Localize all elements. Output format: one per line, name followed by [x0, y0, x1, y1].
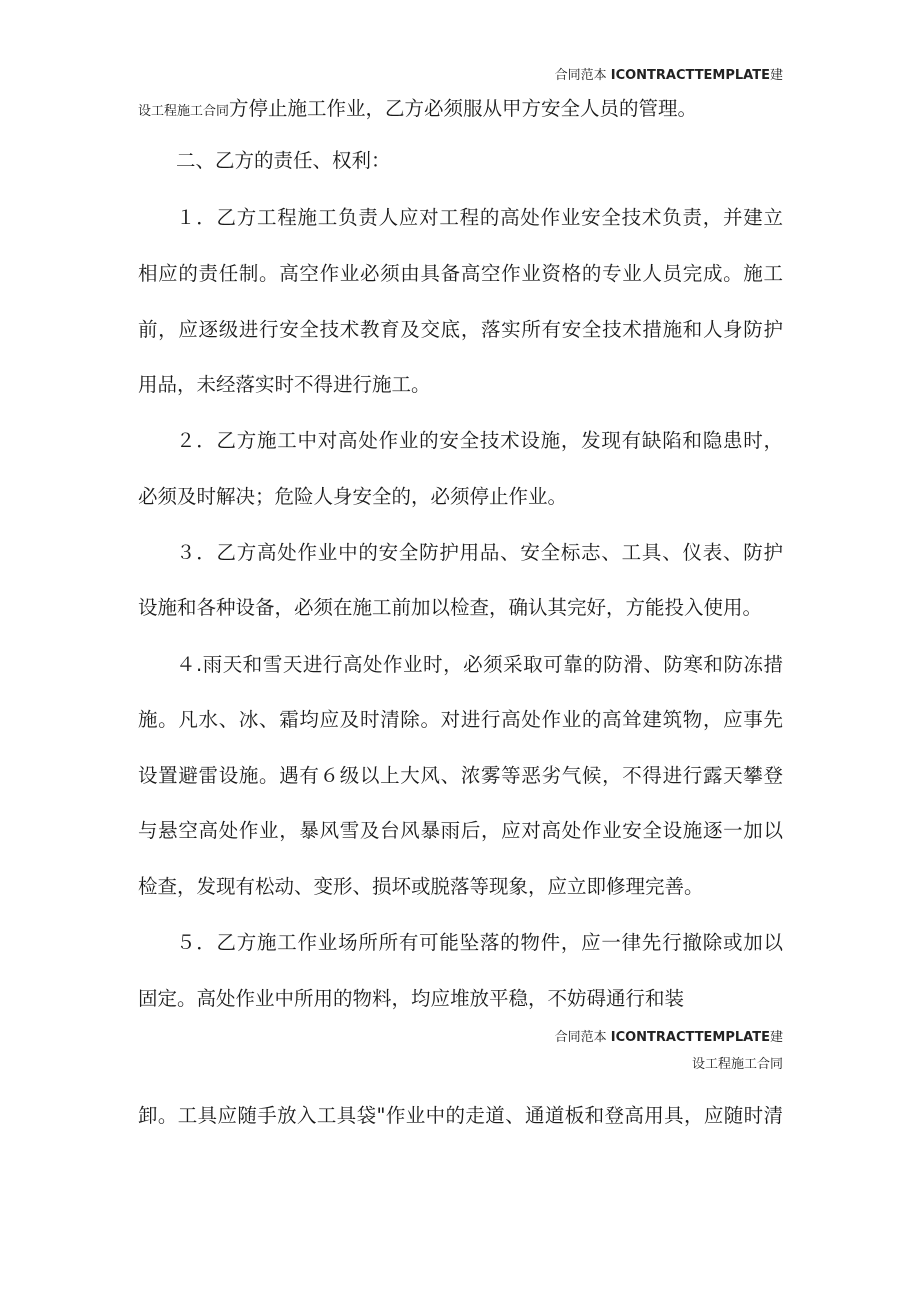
- body-line: ４.雨天和雪天进行高处作业时，必须采取可靠的防滑、防寒和防冻措: [176, 653, 783, 676]
- body-line: ２．乙方施工中对高处作业的安全技术设施，发现有缺陷和隐患时，: [176, 429, 783, 452]
- header-brand: ICONTRACTTEMPLATE: [610, 68, 770, 83]
- body-line: 相应的责任制。高空作业必须由具备高空作业资格的专业人员完成。施工: [138, 262, 783, 285]
- header-continuation: 设工程施工合同: [138, 104, 230, 119]
- body-line: 设置避雷设施。遇有６级以上大风、浓雾等恶劣气候，不得进行露天攀登: [138, 764, 783, 787]
- running-header-top: [555, 68, 783, 84]
- header-suffix: 建: [769, 1030, 783, 1045]
- body-line: 检查，发现有松动、变形、损坏或脱落等现象，应立即修理完善。: [138, 875, 704, 898]
- running-header-mid: [555, 1030, 783, 1046]
- body-line: 固定。高处作业中所用的物料，均应堆放平稳，不妨碍通行和装: [138, 987, 685, 1010]
- body-line: 用品，未经落实时不得进行施工。: [138, 373, 431, 396]
- body-line: 与悬空高处作业，暴风雪及台风暴雨后，应对高处作业安全设施逐一加以: [138, 819, 783, 842]
- header-prefix: 合同范本: [554, 68, 607, 83]
- header-brand: ICONTRACTTEMPLATE: [610, 1030, 770, 1045]
- body-line: 前，应逐级进行安全技术教育及交底，落实所有安全技术措施和人身防护: [138, 318, 783, 341]
- body-line: 设施和各种设备，必须在施工前加以检查，确认其完好，方能投入使用。: [138, 596, 763, 619]
- body-line-continuation: [138, 96, 783, 125]
- body-line: 必须及时解决；危险人身安全的，必须停止作业。: [138, 485, 568, 508]
- section-heading: 二、乙方的责任、权利：: [176, 149, 391, 172]
- body-line: 卸。工具应随手放入工具袋"作业中的走道、通道板和登高用具，应随时清: [138, 1104, 783, 1127]
- body-line: ５．乙方施工作业场所所有可能坠落的物件，应一律先行撤除或加以: [176, 931, 783, 954]
- body-text: 方停止施工作业，乙方必须服从甲方安全人员的管理。: [229, 97, 698, 120]
- running-header-mid-line2: 设工程施工合同: [691, 1057, 783, 1072]
- body-line: ３．乙方高处作业中的安全防护用品、安全标志、工具、仪表、防护: [176, 541, 783, 564]
- header-prefix: 合同范本: [554, 1030, 607, 1045]
- body-line: １．乙方工程施工负责人应对工程的高处作业安全技术负责，并建立: [176, 206, 783, 229]
- header-suffix: 建: [769, 68, 783, 83]
- body-line: 施。凡水、冰、霜均应及时清除。对进行高处作业的高耸建筑物，应事先: [138, 708, 783, 731]
